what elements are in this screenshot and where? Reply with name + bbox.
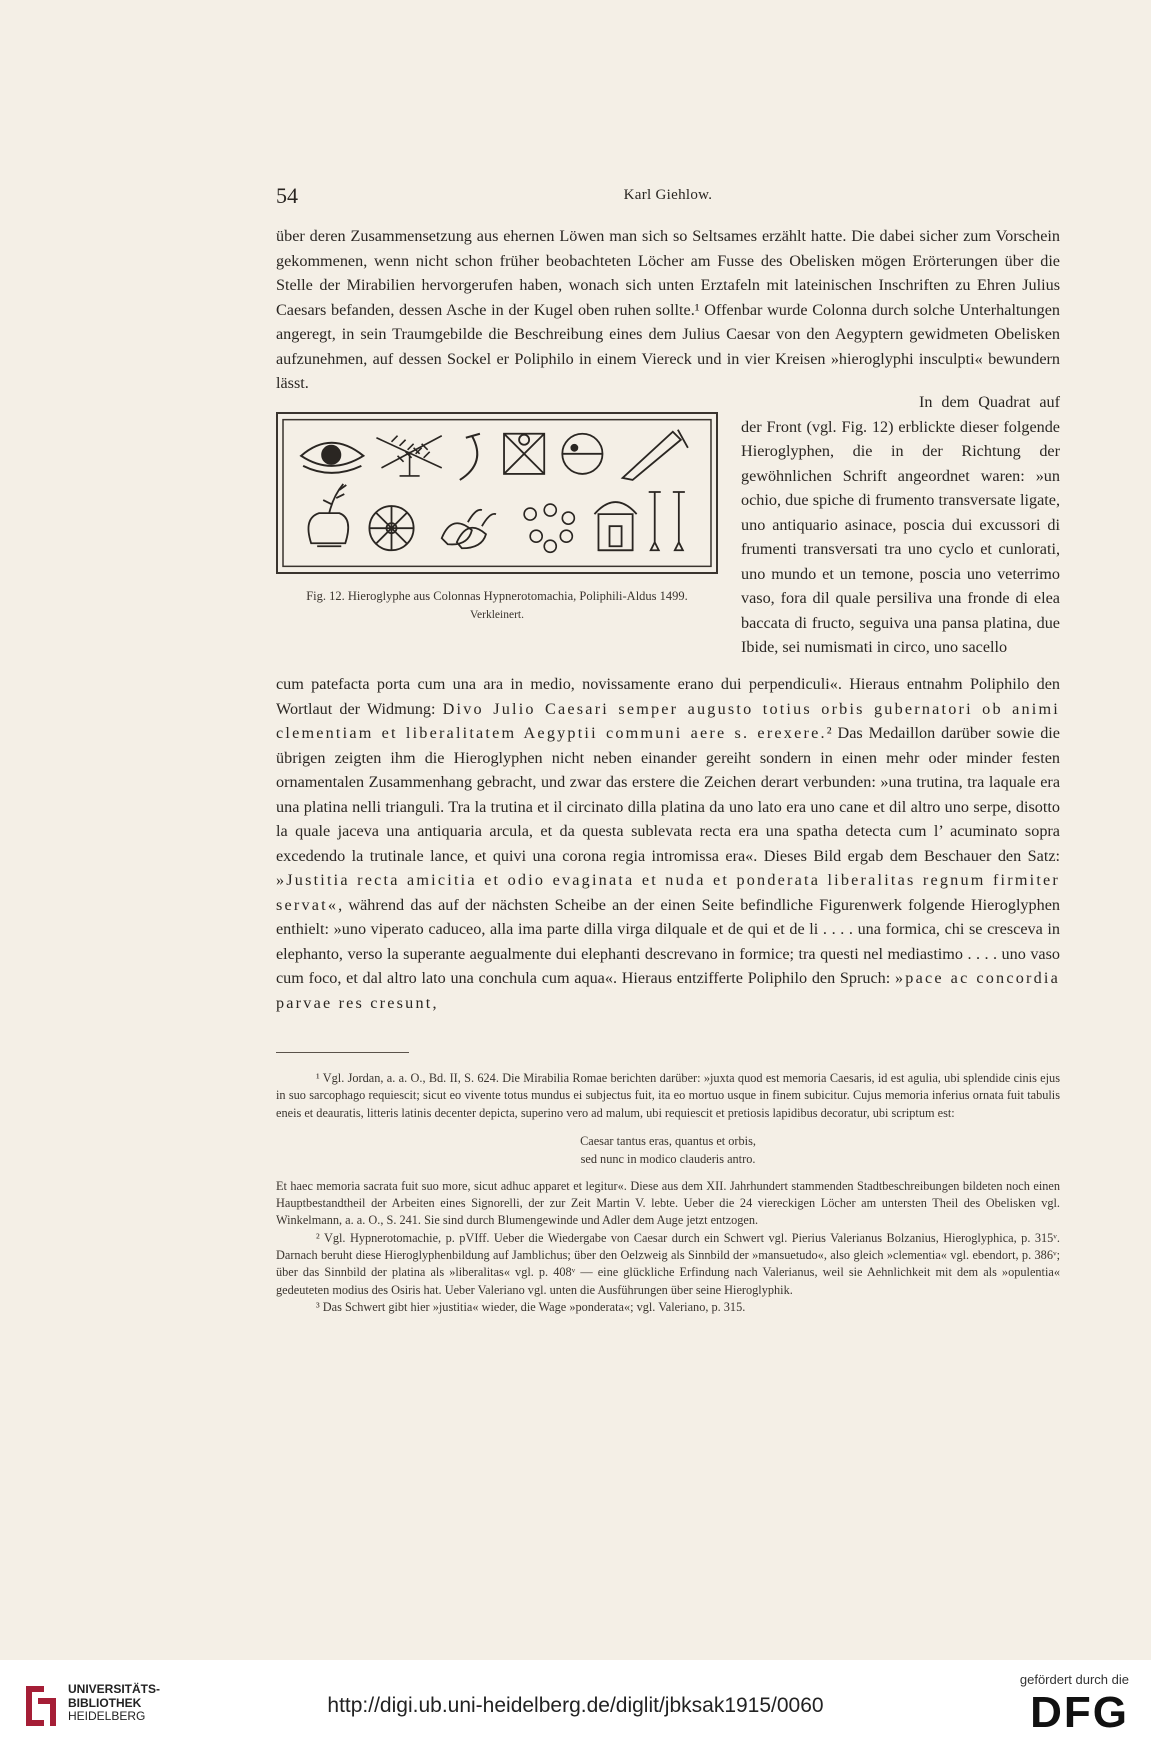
eye-icon — [301, 443, 363, 473]
funding-notice[interactable] — [979, 1672, 1129, 1737]
verse-line-1: Caesar tantus eras, quantus et orbis, — [580, 1133, 756, 1148]
intro-paragraph — [276, 224, 1060, 396]
viewer-footer — [0, 1660, 1151, 1756]
ibis-birds-icon — [442, 510, 496, 548]
funded-by-label: gefördert durch die — [1019, 1672, 1129, 1687]
vase-with-olive-branch-icon — [308, 484, 348, 546]
running-head: Karl Giehlow. — [623, 187, 713, 203]
figure-12 — [272, 412, 722, 624]
side-paragraph — [741, 390, 1060, 660]
sword-icon — [460, 434, 480, 480]
library-line-3: HEIDELBERG — [68, 1709, 146, 1723]
wheel-icon — [369, 506, 413, 550]
page-number: 54 — [276, 183, 298, 208]
library-line-2: BIBLIOTHEK — [68, 1695, 142, 1710]
footnote-3: ³ Das Schwert gibt hier »justitia« wieder, die Wage »ponderata«; vgl. Valeriano, p. 315. — [316, 1299, 746, 1314]
figure-note: Verkleinert. — [470, 609, 524, 621]
pace-quote: »pace ac concordia parvae res cresunt, — [276, 969, 1061, 1012]
footnote-1-continued: Et haec memoria sacrata fuit suo more, sicut adhuc apparet et legitur«. Diese aus dem XII. Jahrhundert stammenden Stadtbeschreibungen bildeten noch einen Hauptbestandtheil der Arbeiten eines Signorelli, der zur Zeit Martin V. lebte. Ueber die 24 viereckigen Löcher am untersten Theil des Obelisken vgl. Winkelmann, a. a. O., S. 241. Sie sind durch Blumengewinde und Adler dem Auge jetzt entzogen. — [276, 1178, 1060, 1228]
footnote-1: ¹ Vgl. Jordan, a. a. O., Bd. II, S. 624. Die Mirabilia Romae berichten darüber: »juxta quod est memoria Caesaris, id est agulia, ubi splendide cinis ejus in suo sarcophago requiescit; sicut eo vivente totus mundus ei subjectus fuit, ita eo mortuo usque in finem subicitur. Cujus memoria inferius ornata fuit tabulis eneis et deauratis, litteris latinis decenter depicta, superino vero ad malum, ubi requiescit et pretiosis lapidibus decoratur, ubi scriptum est: — [276, 1071, 1060, 1120]
continuation-part-c: , während das auf der nächsten Scheibe an der einen Seite befindliche Figurenwerk folgende Hieroglyphen enthielt: »uno viperato caduceo, alla ima parte dilla virga dilquale et de qui et de li . . . . una formica, chi se cresceva in elephanto, verso la superante aegualmente dui elephanti descrevano in formice; tra questi nel mediastimo . . . . uno vaso cum foco, et dal altro lato una conchula cum aqua«. Hieraus entzifferte Poliphilo den Spruch: — [276, 895, 1060, 987]
justitia-quote: »Justitia recta amicitia et odio evaginata et nuda et ponderata liberalitas regnum firmiter servat« — [276, 871, 1060, 914]
dfg-logo: DFG — [1030, 1688, 1129, 1737]
library-line-1: UNIVERSITÄTS- — [68, 1682, 161, 1696]
dedication-quote: Divo Julio Caesari semper augusto totius orbis gubernatori ob animi clementiam et liberalitatem Aegyptii communi aere s. erexere. — [276, 699, 1060, 742]
shrine-icon — [594, 502, 636, 550]
wheat-ears-icon — [376, 436, 441, 476]
footnotes — [276, 1070, 1060, 1316]
intro-text: über deren Zusammensetzung aus ehernen Löwen man sich so Seltsames erzählt hatte. Die dabei sicher zum Vorschein gekommenen, wenn nicht schon früher beobachteten Löcher am Fusse des Obelisken mögen Erörterungen über die Stelle der Mirabilien hervorgerufen haben, wonach sich unten Erztafeln mit lateinischen Inschriften zu Ehren Julius Caesars befanden, dessen Asche in der Kugel oben ruhen sollte.¹ Offenbar wurde Colonna durch solche Unterhaltungen angeregt, in sein Traumgebilde die Beschreibung eines dem Julius Caesar von den Aegyptern gewidmeten Obelisken aufzunehmen, auf dessen Sockel er Poliphilo in einem Viereck und in vier Kreisen »hieroglyphi insculpti« bewundern lässt. — [276, 227, 1060, 392]
verse-line-2: sed nunc in modico clauderis antro. — [580, 1151, 756, 1166]
hieroglyph-illustration — [281, 417, 713, 569]
continuation-text — [276, 672, 1060, 1015]
continuation-paragraph — [276, 672, 1060, 1015]
rudder-icon — [623, 430, 688, 480]
hieroglyph-frame — [276, 412, 718, 574]
figure-caption — [272, 588, 722, 624]
coins-circle-icon — [524, 504, 574, 552]
side-text: In dem Quadrat auf der Front (vgl. Fig. 12) erblickte dieser folgende Hieroglyphen, die in der Richtung der gewöhnlichen Schrift angeordnet waren: »un ochio, due spiche di frumento transversate ligate, uno antiquario asinace, poscia dui excussori di frumenti transversati tra uno cyclo et cunlorati, uno mundo et un temone, poscia uno veterrimo vaso, fora dil quale persiliva una fronde di elea baccata di fructo, seguiva una pansa platina, due Ibide, sei numismati in circo, uno sacello — [741, 393, 1060, 656]
crossed-tools-icon — [504, 434, 544, 474]
continuation-part-b: ² Das Medaillon darüber sowie die übrigen zeigten ihm die Hieroglyphen nicht neben einander gereiht sondern in einen mehr oder minder festen ornamentalen Zusammenhang gebracht, und zwar das erstere die Zeichen derart verbunden: »una trutina, tra laquale era una platina nelli trianguli. Tra la trutina et il circinato dilla platina da uno lato era uno cane et dil altro uno serpe, disotto la quale jaceva una antiquaria arcula, et da questa sublevata recta era una spatha detecta cum l’ acuminato sopra excedendo la trutinale lance, et quivi una corona regia intromissa era«. Dieses Bild ergab dem Beschauer den Satz: — [276, 724, 1060, 865]
page-header — [276, 183, 1060, 209]
globe-icon — [562, 434, 602, 474]
figure-caption-text: Fig. 12. Hieroglyphe aus Colonnas Hypnerotomachia, Poliphili-Aldus 1499. — [306, 589, 688, 603]
plumb-lines-icon — [649, 492, 685, 550]
footnote-divider — [276, 1052, 409, 1053]
continuation-part-a: cum patefacta porta cum una ara in medio, novissamente erano dui perpendiculi«. Hieraus entnahm Poliphilo den Wortlaut der Widmung: — [276, 675, 1060, 718]
permalink-url[interactable]: http://digi.ub.uni-heidelberg.de/diglit/jbksak1915/0060 — [327, 1694, 824, 1717]
footnote-2: ² Vgl. Hypnerotomachie, p. pVIff. Ueber die Wiedergabe von Caesar durch ein Schwert vgl. Pierius Valerianus Bolzanius, Hieroglyphica, p. 315ᵛ. Darnach beruht diese Hieroglyphenbildung auf Jamblichus; über den Oelzweig als Sinnbild der »mansuetudo«, also gleich »clementia« vgl. ebendort, p. 386ᵛ; über das Sinnbild der platina als »liberalitas« vgl. p. 408ᵛ — eine glückliche Erfindung nach Valerianus, weil sie Aehnlichkeit mit dem als »opulentia« gedeuteten modius des Osiris hat. Ueber Valeriano vgl. unten die Ausführungen über seine Hieroglyphik. — [276, 1230, 1060, 1297]
footnote-verse — [276, 1132, 1060, 1168]
